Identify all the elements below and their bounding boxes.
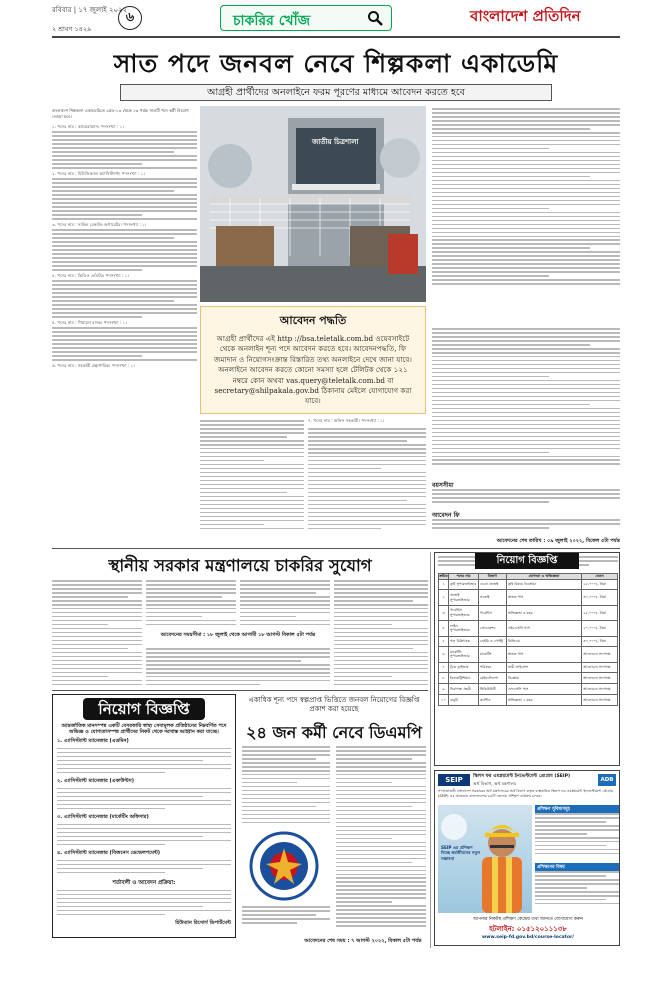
table-row [439, 662, 618, 673]
table-cell: আলোচনা সাপেক্ষে [582, 647, 618, 662]
lead-headline: সাত পদে জনবল নেবে শিল্পকলা একাডেমি [113, 49, 559, 78]
dmp-deadline: আবেদনের শেষ সময় : ৭ আগস্ট ২০২২, বিকাল ৫টা পর্যন্ত [304, 938, 422, 944]
table-cell: স্নাতক পাস [506, 590, 581, 605]
brand-logo: বাংলাদেশ প্রতিদিন [470, 7, 581, 25]
post-6: ৬. পদের নাম : সহকারী গ্রন্থাগারিক। পদসংখ্যা : ১। [52, 363, 135, 369]
date-line-1: রবিবার | ১৭ জুলাই ২০২২ [52, 6, 128, 14]
seip-headline-2: অর্থ বিভাগ, অর্থ মন্ত্রণালয় [473, 781, 517, 786]
table-cell: ক্যান্টিন [478, 695, 506, 706]
table-cell: গার্মেন্টস [478, 605, 506, 620]
dmp-kicker: একাধিক শূন্য পদে স্বল্পপ্রাপ্ত ভিত্তিতে জনবল নিয়োগের বিজ্ঞপ্তি প্রকাশ করা হয়েছে [248, 696, 420, 713]
table-cell: ১ [439, 579, 449, 590]
table-cell: ৬ [439, 647, 449, 662]
ad-left-post-3: ৩. এ্যাসিস্ট্যান্ট ম্যানেজার (মার্কেটিং অফিসার) [57, 813, 149, 820]
table-row [439, 695, 618, 706]
police-emblem [248, 830, 320, 902]
side-heading-1: বয়সসীমা [432, 482, 454, 489]
table-cell: ৭ [439, 662, 449, 673]
table-cell: ইলেকট্রিশিয়ান [448, 673, 478, 684]
col-header: বেতন [582, 574, 618, 580]
table-cell: প্রজেক্ট সুপারভাইজার [448, 590, 478, 605]
table-cell: মেইনটেন্যান্স [478, 673, 506, 684]
table-cell: ট্রাক ড্রাইভার [448, 662, 478, 673]
col-divider-right [430, 552, 431, 948]
table-cell: আলোচনা সাপেক্ষে [582, 695, 618, 706]
page-number-badge: ৬ [118, 6, 142, 30]
seip-courses-heading: প্রশিক্ষণের বিষয় [535, 863, 619, 872]
table-row [439, 647, 618, 662]
table-cell: কৃষি সুপারভাইজার [448, 579, 478, 590]
table-cell: স্নাতক পাস [506, 647, 581, 662]
local-govt-col1 [52, 580, 142, 688]
table-cell: ৩০,০০০/- টাকা [582, 636, 618, 647]
lead-col1 [52, 124, 197, 414]
dmp-headline: ২৪ জন কর্মী নেবে ডিএমপি [246, 723, 422, 742]
table-cell: পশু চিকিৎসক [448, 636, 478, 647]
post-4: ৪. পদের নাম : ভিডিও এডিটর। পদসংখ্যা : ১। [52, 273, 129, 279]
header-rule [52, 36, 620, 38]
seip-call-text: আপনার নিকটস্থ প্রশিক্ষণ কেন্দ্রের তথ্য জানতে যোগাযোগ করুন [473, 917, 583, 922]
table-cell: মার্কেটিং সুপারভাইজার [448, 647, 478, 662]
table-cell: লাইন সুপারভাইজার [448, 621, 478, 636]
table-cell: এগ্রো প্রজেক্ট [478, 579, 506, 590]
local-govt-col2 [146, 580, 236, 630]
photo-sign: জাতীয় চিত্রশালা [312, 138, 359, 146]
apply-box [200, 306, 426, 414]
table-row [439, 636, 618, 647]
table-cell: ৩ [439, 605, 449, 620]
table-cell: ডিভিএম [506, 636, 581, 647]
seip-benefits-heading: প্রশিক্ষণ সুবিধাসমূহ [535, 805, 619, 814]
table-cell: ৩০,০০০/- টাকা [582, 590, 618, 605]
dmp-col2 [336, 746, 426, 932]
local-govt-deadline: আবেদনের সময়সীমা : ১৮ জুলাই থেকে আগামী ১৮ আগস্ট বিকাল ৫টা পর্যন্ত [160, 632, 316, 638]
col-header: বিভাগ [478, 574, 506, 580]
academy-photo [200, 106, 426, 302]
ad-left-post-2: ২. এ্যাসিস্ট্যান্ট ম্যানেজার (একাউন্টস) [57, 777, 134, 784]
recruitment-ad [434, 552, 620, 766]
table-cell: প্রোডাকশন [478, 621, 506, 636]
lead-subheadline: আগ্রহী প্রার্থীদের অনলাইনে ফরম পূরণের মাধ্যমে আবেদন করতে হবে [207, 87, 465, 98]
table-cell: সিকিউরিটি [478, 684, 506, 695]
seip-intro: গণপ্রজাতন্ত্রী বাংলাদেশ সরকারের অর্থ মন্ত্রণালয়ের অর্থ বিভাগ কর্তৃক বাস্তবায়িত স্কিলস ফর এমপ্লয়মেন্ট ইনভেস্টমেন্ট প্রোগ্রাম (SEIP) এর আওতায় বাংলাদেশের ৬৪টি জেলায় প্রশিক্ষণ কার্যক্রম চলছে। [438, 789, 614, 798]
table-row [439, 579, 618, 590]
lead-deadline: আবেদনের শেষ তারিখ : ০৯ জুলাই ২০২২, বিকেল ৫টা পর্যন্ত [496, 538, 620, 544]
post-5: ৫. পদের নাম : পিয়ানো বাদক। পদসংখ্যা : ১। [52, 320, 127, 326]
section-title: চাকরির খোঁজ [233, 13, 311, 29]
col-header: ক্রমিক [439, 574, 448, 578]
section-title-box [220, 5, 392, 31]
seip-ad [434, 770, 620, 946]
adb-logo: ADB [598, 774, 616, 786]
table-cell: আলোচনা সাপেক্ষে [582, 662, 618, 673]
seip-website: www.seip-fd.gov.bd/course-locator/ [482, 935, 574, 940]
table-row [439, 605, 618, 620]
magnifier-icon [367, 10, 383, 26]
ad-left-title-bar [83, 698, 205, 720]
seip-poster [438, 805, 532, 913]
page-header [0, 0, 650, 36]
lead-intro: বাংলাদেশ শিল্পকলা একাডেমিতে গ্রেড-১৩ থেকে ১৬ পর্যন্ত সাতটি পদে কর্মী নিয়োগ দেওয়া হবে। [52, 108, 189, 119]
table-cell: কৃষি বিষয়ে ডিপ্লোমা [506, 579, 581, 590]
table-cell: ২৫,০০০/- টাকা [582, 605, 618, 620]
post-1: ১. পদের নাম : ক্যামেরাম্যান। পদসংখ্যা : ১। [52, 124, 124, 129]
table-cell: প্রজেক্ট [478, 590, 506, 605]
table-cell: ২৫,০০০/- টাকা [582, 579, 618, 590]
table-cell: বাবুর্চি [448, 695, 478, 706]
table-cell: ১০ [439, 695, 449, 706]
table-cell: অভিজ্ঞতা ৩ বছর [506, 605, 581, 620]
table-cell: নিরাপত্তা প্রহরী [448, 684, 478, 695]
table-row [439, 621, 618, 636]
table-cell: ৯ [439, 684, 449, 695]
ad-left-post-4: ৪. এ্যাসিস্ট্যান্ট ম্যানেজার (বিজনেস ডেভেলপমেন্ট) [57, 849, 161, 856]
table-cell: ২০,০০০/- টাকা [582, 621, 618, 636]
dmp-col1b [242, 906, 330, 932]
lead-subheadline-box [120, 84, 552, 101]
table-row [439, 590, 618, 605]
table-cell: ৪ [439, 621, 449, 636]
table-cell: আলোচনা সাপেক্ষে [582, 673, 618, 684]
table-cell: ৫ [439, 636, 449, 647]
lead-col2-text [200, 420, 304, 532]
table-cell: মার্কেটিং [478, 647, 506, 662]
seip-headline: স্কিলস ফর এমপ্লয়মেন্ট ইনভেস্টমেন্ট প্রোগ্রাম (SEIP) [473, 774, 571, 779]
ad-left [52, 694, 236, 938]
lead-col2b-text [308, 428, 426, 532]
dmp-col1 [242, 746, 330, 826]
table-cell: ভারী লাইসেন্স [506, 662, 581, 673]
apply-box-title: আবেদন পদ্ধতি [279, 314, 347, 327]
date-line-2: ২ শ্রাবণ ১৪২৯ [52, 25, 92, 33]
ad-left-intro: আন্তর্জাতিক মানসম্পন্ন একটি বেসরকারি স্বাস্থ্য সেবামূলক প্রতিষ্ঠানের নিম্নবর্ণিত পদে অভিজ্ঞ ও যোগ্যতাসম্পন্ন প্রার্থীদের নিকট থেকে দরখাস্ত আহ্বান করা যাচ্ছে। [61, 723, 227, 736]
post-7: ৭. পদের নাম : অফিস সহকারী। পদসংখ্যা : ১। [308, 418, 385, 423]
table-cell: ২ [439, 590, 449, 605]
lead-bottom-rule [52, 548, 620, 549]
ad-left-post-1: ১. এ্যাসিস্ট্যান্ট ম্যানেজার (এডমিন) [57, 737, 129, 744]
ad-left-footer: হিউম্যান রিসোর্স ডিপার্টমেন্ট [175, 919, 231, 926]
table-cell: আলোচনা সাপেক্ষে [582, 684, 618, 695]
apply-box-body: আগ্রহী প্রার্থীদের এই http ://bsa.teletalk.com.bd ওয়েবসাইটে থেকে অনলাইন শূন্য পদে আবেদন করতে হবে। আবেদনপদ্ধতি, ফি জমাদান ও নিয়োগসংক্রান্ত বিস্তারিত তথ্য অনলাইনে দেখে জানা যাবে। অনলাইনে আবেদন করতে কোনো সমস্যা হলে টেলিটক থেকে ১২১ নম্বরে কোন অথবা vas.query@teletalk.com.bd বা secretary@shilpakala.gov.bd ঠিকানায় মেইলে যোগাযোগ করা যাবে। [214, 334, 412, 406]
table-row [439, 684, 618, 695]
local-govt-col4 [334, 580, 428, 688]
table-cell: এইচএসসি পাস [506, 621, 581, 636]
table-cell: অভিজ্ঞতা ২ বছর [506, 695, 581, 706]
recruitment-title: নিয়োগ বিজ্ঞপ্তি [475, 553, 579, 569]
table-cell: ডেইরি ও পোল্ট্রি [478, 636, 506, 647]
table-cell: গার্মেন্টস সুপারভাইজার [448, 605, 478, 620]
col-header: পদের নাম [448, 574, 478, 580]
side-heading-2: আবেদন ফি [432, 512, 460, 519]
col-header: যোগ্যতা ও অভিজ্ঞতা [506, 574, 581, 580]
local-govt-rule [52, 690, 428, 691]
table-cell: ৮ [439, 673, 449, 684]
seip-poster-caption: SEIP এর প্রশিক্ষণ দিচ্ছে কর্মজীবনের নতুন সম্ভাবনা [441, 845, 481, 861]
seip-logo: SEIP [438, 774, 470, 786]
table-cell: পরিবহন [478, 662, 506, 673]
post-3: ৩. পদের নাম : সাউন্ড রেকর্ডিং অপারেটর। পদসংখ্যা : ১। [52, 222, 147, 228]
table-cell: ডিপ্লোমা [506, 673, 581, 684]
ad-left-title: নিয়োগ বিজ্ঞপ্তি [98, 700, 190, 718]
seip-hotline: হটলাইন: ০১৫১২০১১১৩৮ [489, 925, 567, 933]
local-govt-col3 [240, 580, 330, 630]
local-govt-col2b [146, 648, 330, 688]
post-2: ২. পদের নাম : মিউজিক্যাল অ্যাসিস্ট্যান্ট। পদসংখ্যা : ১। [52, 171, 145, 177]
table-row [439, 673, 618, 684]
ad-left-terms-heading: শর্তাবলী ও আবেদন প্রক্রিয়া: [112, 879, 176, 886]
table-cell: এসএসসি পাস [506, 684, 581, 695]
recruitment-table [438, 573, 618, 706]
local-govt-headline: স্থানীয় সরকার মন্ত্রণালয়ে চাকরির সুযোগ [108, 556, 372, 575]
lead-col3 [432, 108, 620, 538]
